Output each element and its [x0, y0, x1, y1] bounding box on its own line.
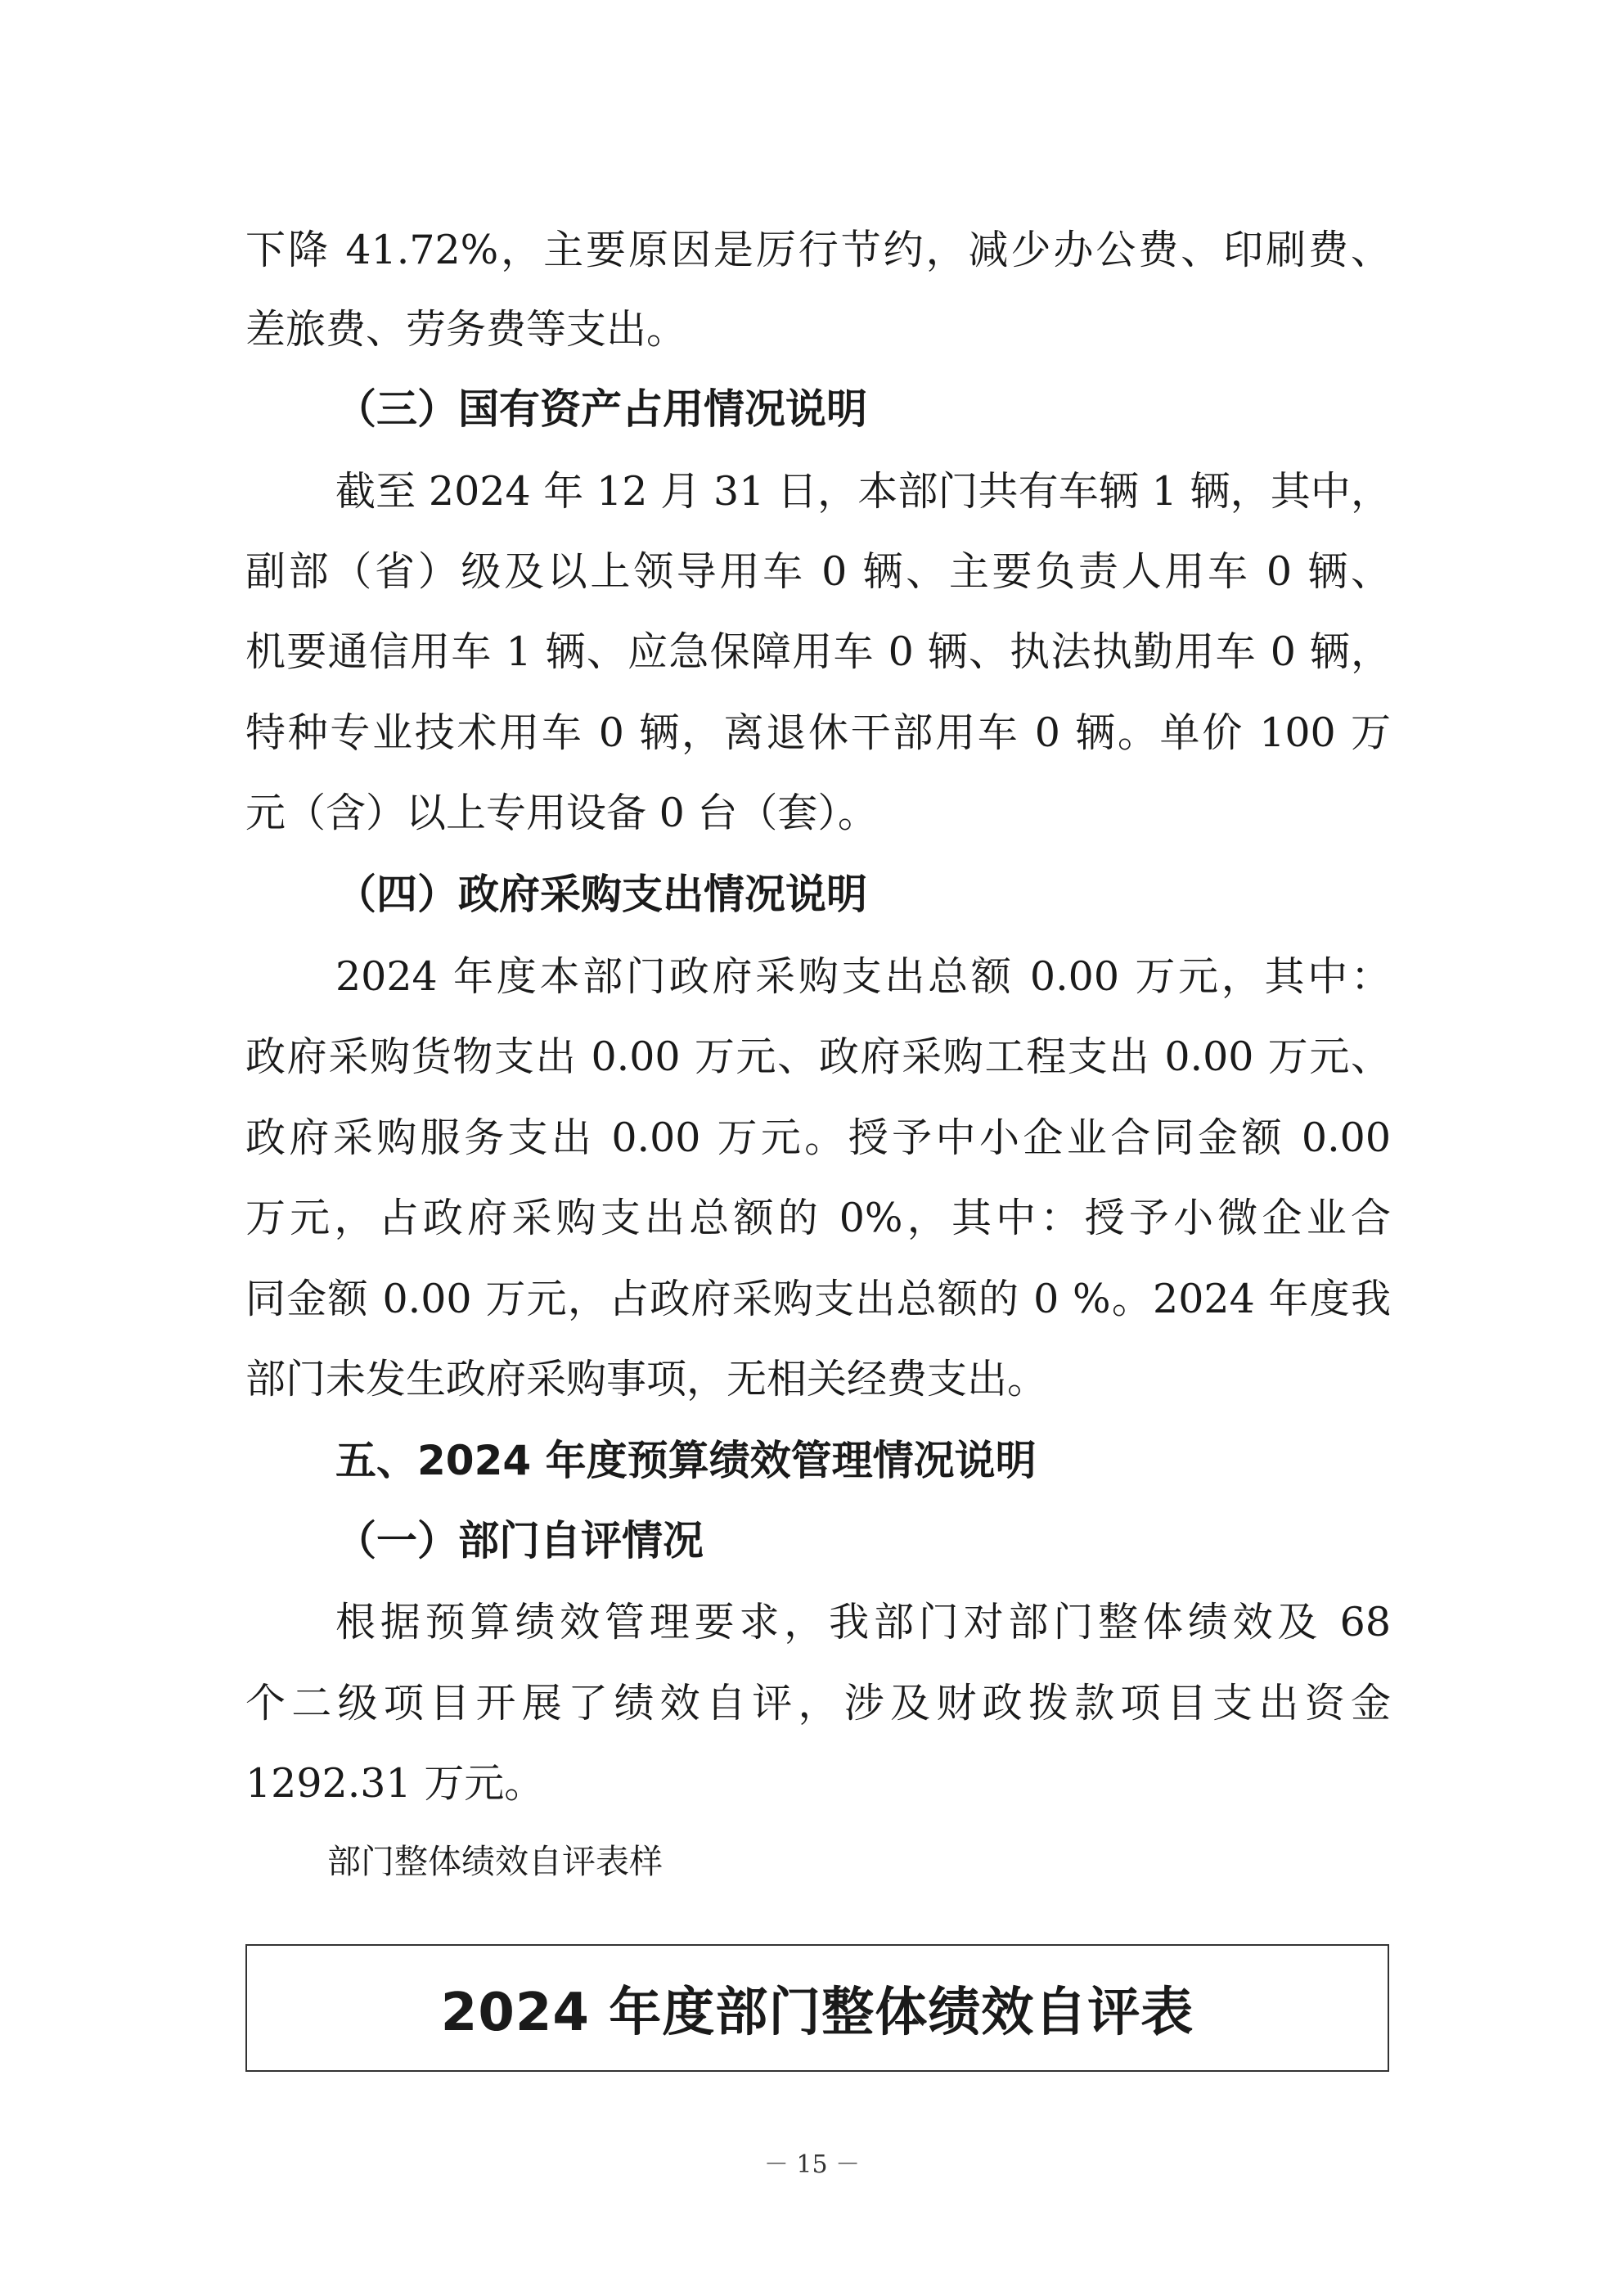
paragraph-line: 差旅费、劳务费等支出。: [245, 306, 687, 353]
paragraph-line: 1292.31 万元。: [245, 1760, 545, 1807]
paragraph-line: 副部（省）级及以上领导用车 0 辆、主要负责人用车 0 辆、: [245, 548, 1391, 595]
paragraph-line: 同金额 0.00 万元，占政府采购支出总额的 0 %。2024 年度我: [245, 1276, 1391, 1322]
subsection-heading-self-evaluation: （一）部门自评情况: [335, 1517, 704, 1564]
paragraph-line: 万元，占政府采购支出总额的 0%，其中：授予小微企业合: [245, 1195, 1391, 1241]
paragraph-line: 部门未发生政府采购事项，无相关经费支出。: [245, 1356, 1048, 1402]
section-heading-budget-performance: 五、2024 年度预算绩效管理情况说明: [335, 1437, 1037, 1484]
paragraph-line: 2024 年度本部门政府采购支出总额 0.00 万元，其中：: [335, 953, 1391, 1000]
section-heading-assets: （三）国有资产占用情况说明: [335, 385, 867, 433]
table-title: 2024 年度部门整体绩效自评表: [440, 1983, 1194, 2043]
paragraph-line: 下降 41.72%，主要原因是厉行节约，减少办公费、印刷费、: [245, 227, 1391, 273]
paragraph-line: 个二级项目开展了绩效自评，涉及财政拨款项目支出资金: [245, 1680, 1391, 1727]
paragraph-line: 元（含）以上专用设备 0 台（套）。: [245, 790, 878, 836]
paragraph-line: 根据预算绩效管理要求，我部门对部门整体绩效及 68: [335, 1599, 1391, 1645]
sample-caption: 部门整体绩效自评表样: [327, 1842, 663, 1881]
page-number: － 15 －: [763, 2150, 861, 2179]
paragraph-line: 机要通信用车 1 辆、应急保障用车 0 辆、执法执勤用车 0 辆，: [245, 628, 1391, 675]
section-heading-procurement: （四）政府采购支出情况说明: [335, 871, 867, 918]
paragraph-line: 特种专业技术用车 0 辆，离退休干部用车 0 辆。单价 100 万: [245, 709, 1391, 756]
paragraph-line: 政府采购服务支出 0.00 万元。授予中小企业合同金额 0.00: [245, 1114, 1391, 1161]
table-title-box: [245, 1944, 1389, 2072]
paragraph-line: 政府采购货物支出 0.00 万元、政府采购工程支出 0.00 万元、: [245, 1033, 1391, 1080]
paragraph-line: 截至 2024 年 12 月 31 日，本部门共有车辆 1 辆，其中，: [335, 468, 1391, 515]
